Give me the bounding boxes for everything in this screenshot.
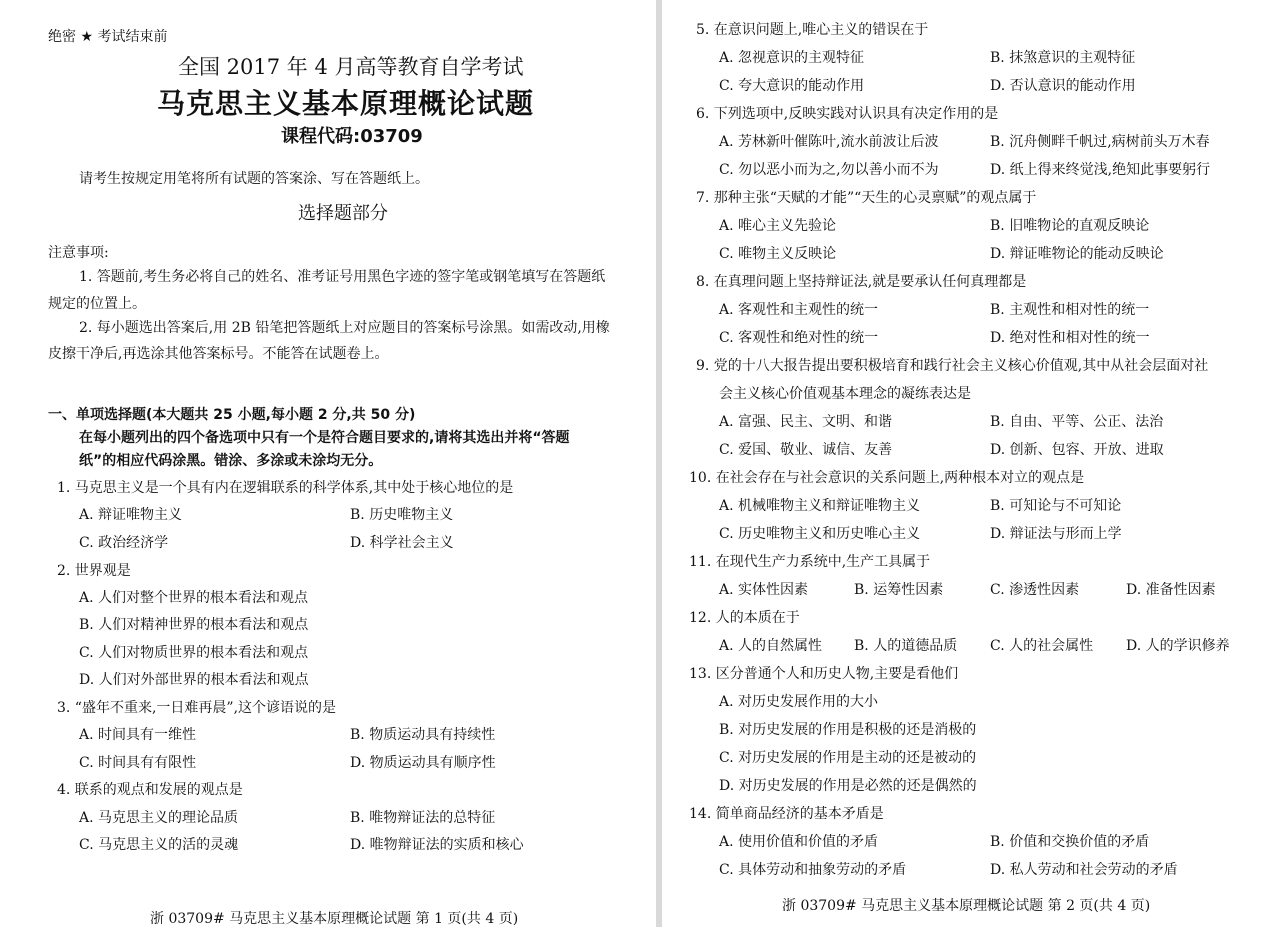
question-2-stem: 2. 世界观是 [57, 563, 131, 579]
question-6-option-a: A. 芳林新叶催陈叶,流水前波让后波 [719, 134, 939, 150]
question-11-option-c: C. 渗透性因素 [990, 582, 1080, 598]
secret-label: 绝密 ★ 考试结束前 [48, 29, 168, 45]
question-13-stem: 13. 区分普通个人和历史人物,主要是看他们 [689, 666, 959, 682]
question-8-option-d: D. 绝对性和相对性的统一 [990, 330, 1150, 346]
question-6-option-d: D. 纸上得来终觉浅,绝知此事要躬行 [990, 162, 1211, 178]
question-9-option-d: D. 创新、包容、开放、进取 [990, 442, 1164, 458]
part-desc-line-2: 纸”的相应代码涂黑。错涂、多涂或未涂均无分。 [79, 453, 383, 469]
paper-title: 马克思主义基本原理概论试题 [157, 87, 535, 120]
question-3-option-c: C. 时间具有有限性 [79, 755, 197, 771]
question-7-option-a: A. 唯心主义先验论 [719, 218, 837, 234]
question-13-option-c: C. 对历史发展的作用是主动的还是被动的 [719, 750, 977, 766]
question-9-option-a: A. 富强、民主、文明、和谐 [719, 414, 893, 430]
question-7-stem: 7. 那种主张“天赋的才能”“天生的心灵禀赋”的观点属于 [696, 190, 1037, 206]
question-10-stem: 10. 在社会存在与社会意识的关系问题上,两种根本对立的观点是 [689, 470, 1085, 486]
question-12-option-c: C. 人的社会属性 [990, 638, 1094, 654]
exam-page-2 [662, 0, 1265, 927]
question-2-option-c: C. 人们对物质世界的根本看法和观点 [79, 645, 309, 661]
question-13-option-a: A. 对历史发展作用的大小 [719, 694, 879, 710]
question-10-option-a: A. 机械唯物主义和辩证唯物主义 [719, 498, 921, 514]
question-8-option-c: C. 客观性和绝对性的统一 [719, 330, 879, 346]
question-1-option-b: B. 历史唯物主义 [350, 507, 454, 523]
part-desc-line-1: 在每小题列出的四个备选项中只有一个是符合题目要求的,请将其选出并将“答题 [79, 430, 570, 446]
page-1-footer: 浙 03709# 马克思主义基本原理概论试题 第 1 页(共 4 页) [150, 911, 519, 927]
question-6-stem: 6. 下列选项中,反映实践对认识具有决定作用的是 [696, 106, 999, 122]
question-5-option-d: D. 否认意识的能动作用 [990, 78, 1136, 94]
course-code: 课程代码:03709 [281, 126, 423, 147]
note-2-line-2: 皮擦干净后,再选涂其他答案标号。不能答在试题卷上。 [48, 346, 389, 362]
note-1-line-2: 规定的位置上。 [48, 296, 146, 312]
question-3-option-a: A. 时间具有一维性 [79, 727, 197, 743]
question-4-option-b: B. 唯物辩证法的总特征 [350, 810, 496, 826]
question-6-option-b: B. 沉舟侧畔千帆过,病树前头万木春 [990, 134, 1210, 150]
question-14-option-c: C. 具体劳动和抽象劳动的矛盾 [719, 862, 907, 878]
question-9-stem-line-2: 会主义核心价值观基本理念的凝练表达是 [719, 386, 971, 402]
question-1-option-a: A. 辩证唯物主义 [79, 507, 183, 523]
question-10-option-d: D. 辩证法与形而上学 [990, 526, 1122, 542]
question-4-option-a: A. 马克思主义的理论品质 [79, 810, 239, 826]
notes-header: 注意事项: [48, 245, 109, 261]
question-11-option-a: A. 实体性因素 [719, 582, 809, 598]
question-9-option-b: B. 自由、平等、公正、法治 [990, 414, 1164, 430]
question-8-option-b: B. 主观性和相对性的统一 [990, 302, 1150, 318]
question-14-option-a: A. 使用价值和价值的矛盾 [719, 834, 879, 850]
question-7-option-c: C. 唯物主义反映论 [719, 246, 837, 262]
note-1-line-1: 1. 答题前,考生务必将自己的姓名、准考证号用黑色字迹的签字笔或钢笔填写在答题纸 [79, 269, 606, 285]
question-9-stem-line-1: 9. 党的十八大报告提出要积极培育和践行社会主义核心价值观,其中从社会层面对社 [696, 358, 1209, 374]
question-14-stem: 14. 简单商品经济的基本矛盾是 [689, 806, 884, 822]
question-4-option-d: D. 唯物辩证法的实质和核心 [350, 837, 524, 853]
question-5-stem: 5. 在意识问题上,唯心主义的错误在于 [696, 22, 929, 38]
question-13-option-d: D. 对历史发展的作用是必然的还是偶然的 [719, 778, 977, 794]
note-2-line-1: 2. 每小题选出答案后,用 2B 铅笔把答题纸上对应题目的答案标号涂黑。如需改动,用橡 [79, 320, 610, 336]
question-5-option-c: C. 夸大意识的能动作用 [719, 78, 865, 94]
question-3-stem: 3. “盛年不重来,一日难再晨”,这个谚语说的是 [57, 700, 337, 716]
question-11-option-d: D. 准备性因素 [1126, 582, 1216, 598]
question-11-option-b: B. 运筹性因素 [854, 582, 944, 598]
question-9-option-c: C. 爱国、敬业、诚信、友善 [719, 442, 893, 458]
question-6-option-c: C. 勿以恶小而为之,勿以善小而不为 [719, 162, 939, 178]
question-13-option-b: B. 对历史发展的作用是积极的还是消极的 [719, 722, 977, 738]
question-1-option-d: D. 科学社会主义 [350, 535, 454, 551]
question-12-stem: 12. 人的本质在于 [689, 610, 800, 626]
question-10-option-b: B. 可知论与不可知论 [990, 498, 1122, 514]
question-5-option-a: A. 忽视意识的主观特征 [719, 50, 865, 66]
question-12-option-d: D. 人的学识修养 [1126, 638, 1230, 654]
exam-title: 全国 2017 年 4 月高等教育自学考试 [178, 55, 524, 79]
part-header: 一、单项选择题(本大题共 25 小题,每小题 2 分,共 50 分) [48, 407, 416, 423]
question-4-option-c: C. 马克思主义的活的灵魂 [79, 837, 239, 853]
question-5-option-b: B. 抹煞意识的主观特征 [990, 50, 1136, 66]
question-7-option-d: D. 辩证唯物论的能动反映论 [990, 246, 1164, 262]
question-4-stem: 4. 联系的观点和发展的观点是 [57, 782, 243, 798]
question-12-option-b: B. 人的道德品质 [854, 638, 958, 654]
question-14-option-b: B. 价值和交换价值的矛盾 [990, 834, 1150, 850]
question-7-option-b: B. 旧唯物论的直观反映论 [990, 218, 1150, 234]
question-2-option-b: B. 人们对精神世界的根本看法和观点 [79, 617, 309, 633]
question-3-option-d: D. 物质运动具有顺序性 [350, 755, 496, 771]
question-2-option-a: A. 人们对整个世界的根本看法和观点 [79, 590, 309, 606]
page-2-footer: 浙 03709# 马克思主义基本原理概论试题 第 2 页(共 4 页) [782, 898, 1151, 914]
question-12-option-a: A. 人的自然属性 [719, 638, 823, 654]
section-title: 选择题部分 [298, 203, 388, 224]
question-8-option-a: A. 客观性和主观性的统一 [719, 302, 879, 318]
question-1-option-c: C. 政治经济学 [79, 535, 169, 551]
instruction-text: 请考生按规定用笔将所有试题的答案涂、写在答题纸上。 [79, 171, 429, 187]
question-2-option-d: D. 人们对外部世界的根本看法和观点 [79, 672, 309, 688]
question-1-stem: 1. 马克思主义是一个具有内在逻辑联系的科学体系,其中处于核心地位的是 [57, 480, 514, 496]
question-11-stem: 11. 在现代生产力系统中,生产工具属于 [689, 554, 931, 570]
question-10-option-c: C. 历史唯物主义和历史唯心主义 [719, 526, 921, 542]
question-8-stem: 8. 在真理问题上坚持辩证法,就是要承认任何真理都是 [696, 274, 1027, 290]
question-14-option-d: D. 私人劳动和社会劳动的矛盾 [990, 862, 1178, 878]
question-3-option-b: B. 物质运动具有持续性 [350, 727, 496, 743]
